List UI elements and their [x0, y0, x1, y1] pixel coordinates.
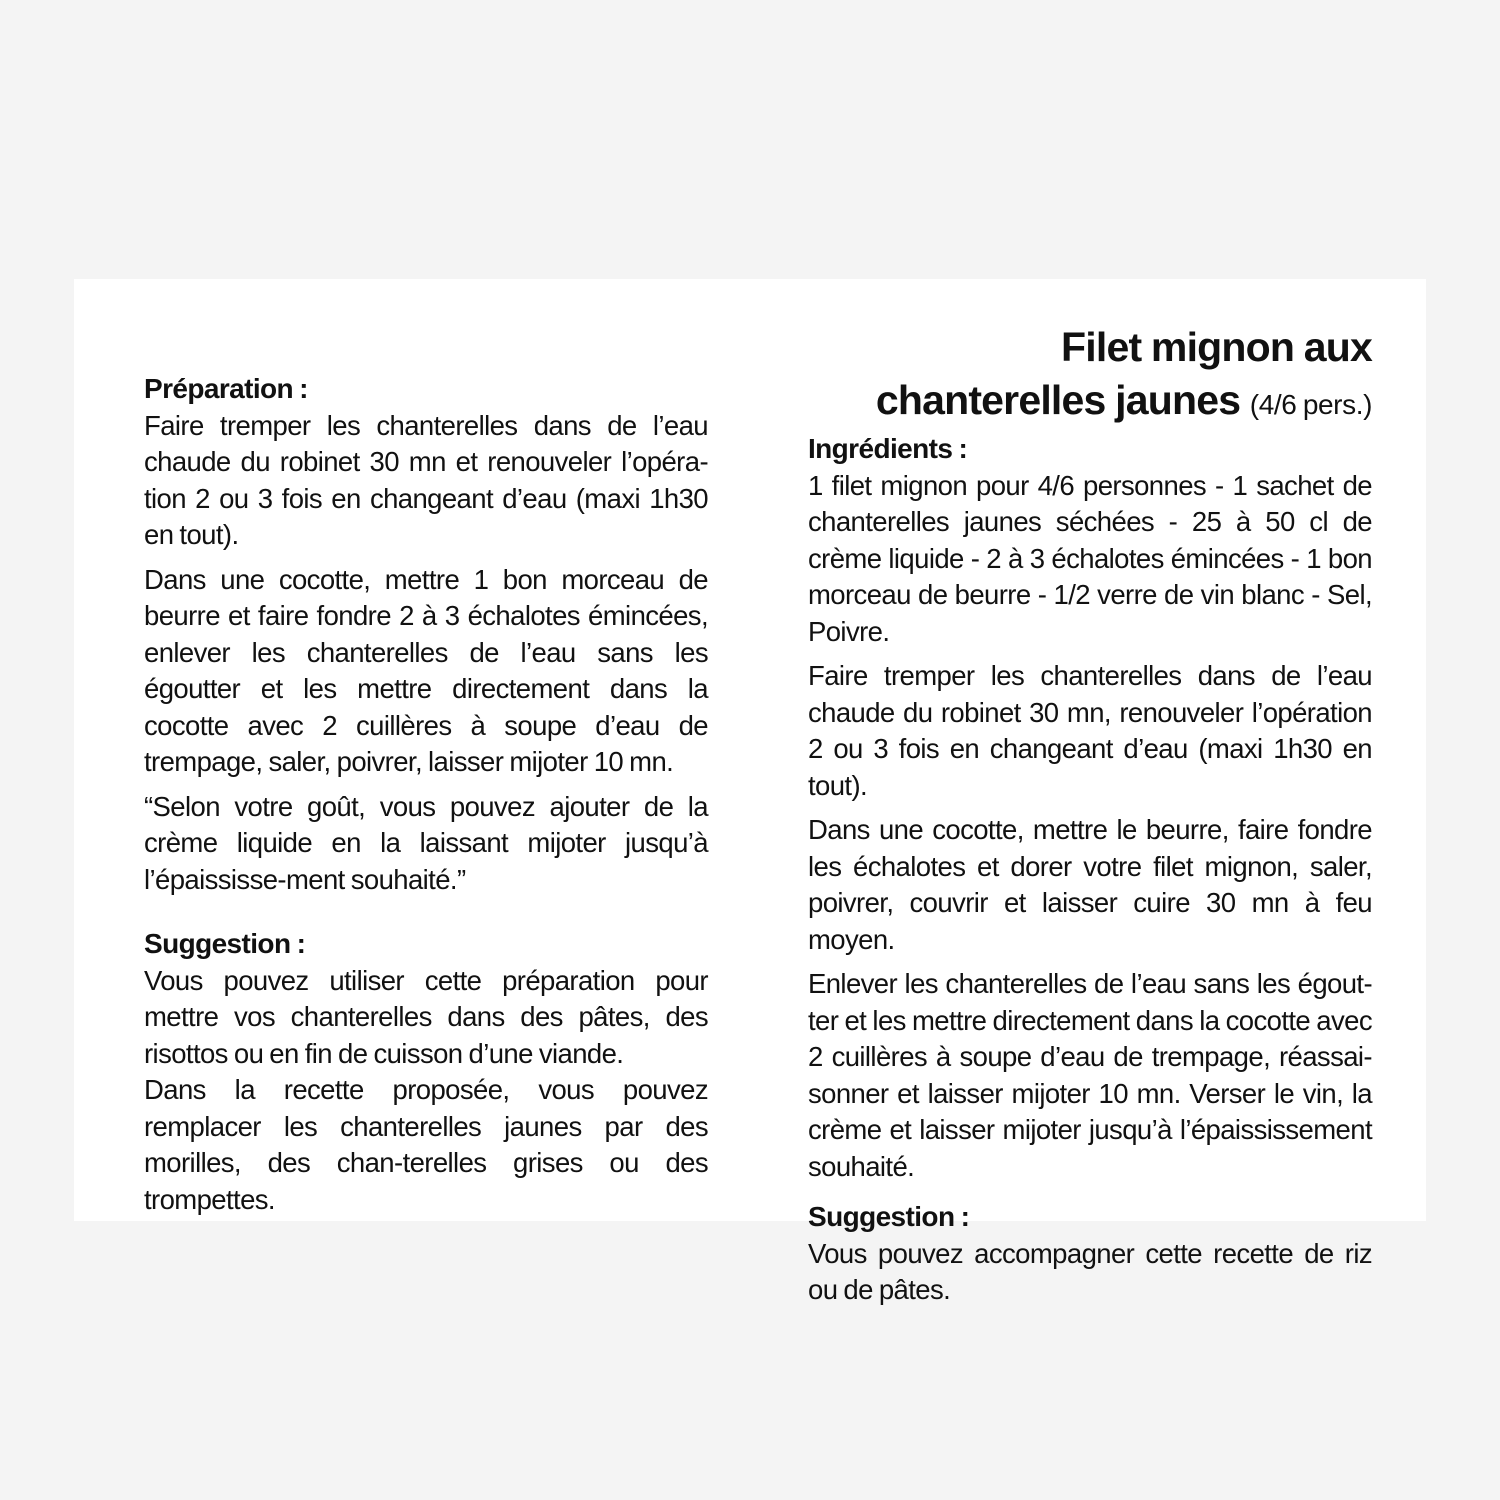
preparation-heading: Préparation :: [144, 373, 308, 404]
suggestion-paragraph-2: Dans la recette proposée, vous pouvez remplacer les chanterelles jaunes par des morilles, des chan-terelles grises ou des trompettes.: [144, 1074, 708, 1215]
ingredients-heading: Ingrédients :: [808, 433, 968, 464]
ingredients-text: 1 filet mignon pour 4/6 personnes - 1 sachet de chanterelles jaunes séchées - 25 à 50 cl de crème liquide - 2 à 3 échalotes émincées - 1 bon morceau de beurre - 1/2 verre de vin blanc - Sel, Poivre.: [808, 469, 1372, 647]
right-column: [808, 321, 1372, 1309]
preparation-paragraph-1: Faire tremper les chanterelles dans de l’eau chaude du robinet 30 mn et renouveler l’opéra-tion 2 ou 3 fois en changeant d’eau (maxi 1h30 en tout).: [144, 409, 708, 550]
recipe-title-line-1: Filet mignon aux: [1061, 324, 1372, 370]
step-2: Dans une cocotte, mettre le beurre, faire fondre les échalotes et dorer votre filet mignon, saler, poivrer, couvrir et laisser cuire 30 mn à feu moyen.: [808, 814, 1372, 955]
step-1: Faire tremper les chanterelles dans de l’eau chaude du robinet 30 mn, renouveler l’opération 2 ou 3 fois en changeant d’eau (maxi 1h30 en tout).: [808, 660, 1372, 801]
suggestion-text-right: Vous pouvez accompagner cette recette de riz ou de pâtes.: [808, 1237, 1372, 1305]
recipe-card: [74, 279, 1426, 1305]
recipe-title: [808, 321, 1372, 431]
suggestion-heading-left: Suggestion :: [144, 928, 306, 959]
suggestion-heading-right: Suggestion :: [808, 1201, 970, 1232]
recipe-title-line-2: chanterelles jaunes: [875, 377, 1241, 423]
recipe-servings: (4/6 pers.): [1249, 389, 1372, 420]
preparation-paragraph-2: Dans une cocotte, mettre 1 bon morceau de beurre et faire fondre 2 à 3 échalotes émincées, enlever les chanterelles de l’eau sans les égoutter et les mettre directement dans la cocotte avec 2 cuillères à soupe d’eau de trempage, saler, poivrer, laisser mijoter 10 mn.: [144, 563, 708, 777]
preparation-paragraph-3: “Selon votre goût, vous pouvez ajouter de la crème liquide en la laissant mijoter jusqu’à l’épaississe-ment souhaité.”: [144, 790, 708, 895]
step-3: Enlever les chanterelles de l’eau sans les égout-ter et les mettre directement dans la cocotte avec 2 cuillères à soupe d’eau de trempage, réassai-sonner et laisser mijoter 10 mn. Verser le vin, la crème et laisser mijoter jusqu’à l’épaississement souhaité.: [808, 968, 1372, 1182]
left-column: [144, 371, 708, 1218]
suggestion-paragraph-1: Vous pouvez utiliser cette préparation pour mettre vos chanterelles dans des pâtes, des risottos ou en fin de cuisson d’une viande.: [144, 964, 708, 1069]
